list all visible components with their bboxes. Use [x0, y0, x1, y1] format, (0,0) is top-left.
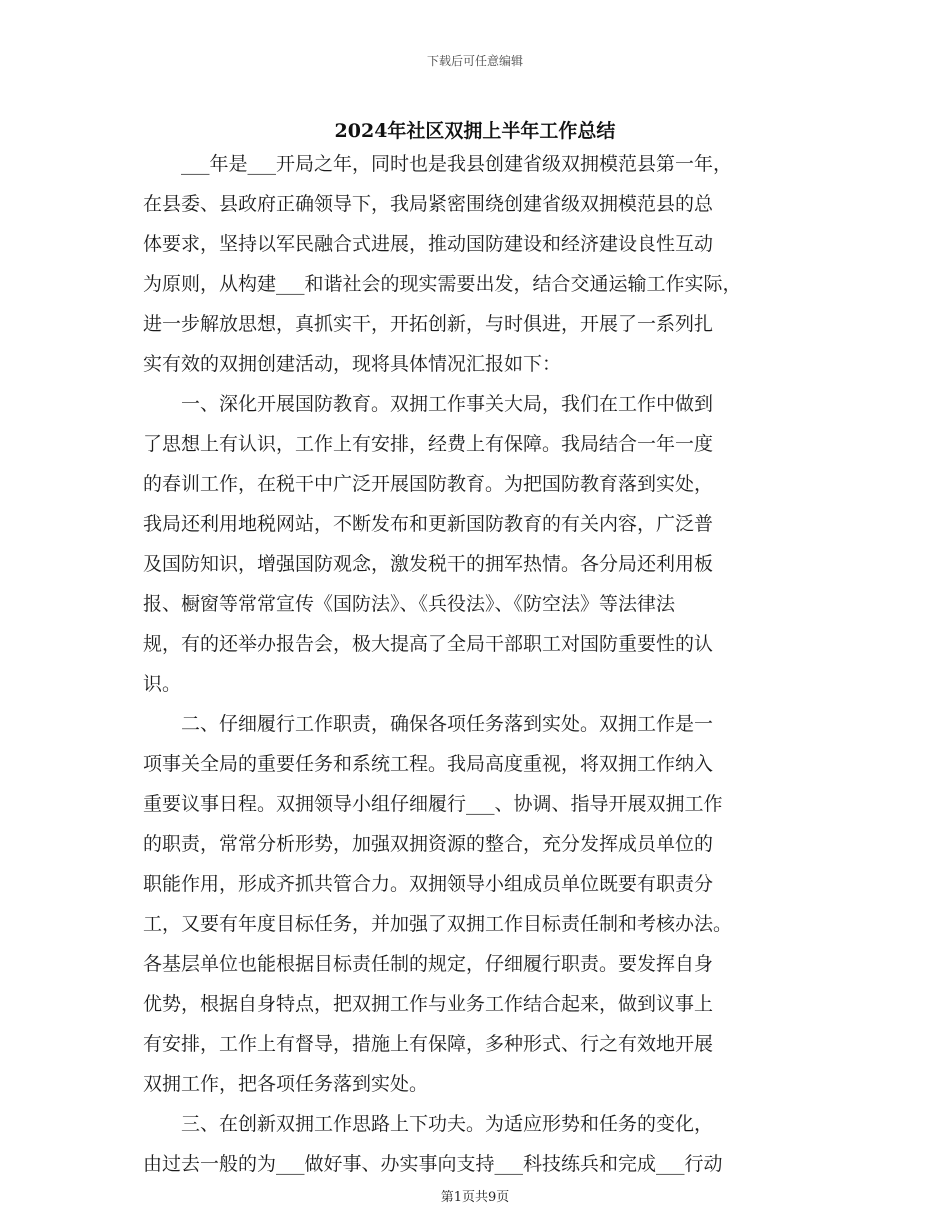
body-line: 项事关全局的重要任务和系统工程。我局高度重视，将双拥工作纳入	[143, 753, 714, 775]
document-title: 2024年社区双拥上半年工作总结	[334, 120, 616, 142]
body-line: 进一步解放思想，真抓实干，开拓创新，与时俱进，开展了一系列扎	[143, 313, 714, 335]
body-line: 我局还利用地税网站，不断发布和更新国防教育的有关内容，广泛普	[143, 513, 714, 535]
body-line: 有安排，工作上有督导，措施上有保障，多种形式、行之有效地开展	[143, 1033, 714, 1055]
body-line: 由过去一般的为___做好事、办实事向支持___科技练兵和完成___行动	[143, 1153, 723, 1175]
body-line: 体要求，坚持以军民融合式进展，推动国防建设和经济建设良性互动	[143, 233, 714, 255]
body-line: 职能作用，形成齐抓共管合力。双拥领导小组成员单位既要有职责分	[143, 873, 714, 895]
body-line: 的职责，常常分析形势，加强双拥资源的整合，充分发挥成员单位的	[143, 833, 714, 855]
body-line: 二、仔细履行工作职责，确保各项任务落到实处。双拥工作是一	[143, 713, 714, 735]
body-line: 工，又要有年度目标任务，并加强了双拥工作目标责任制和考核办法。	[143, 913, 733, 935]
body-line: 各基层单位也能根据目标责任制的规定，仔细履行职责。要发挥自身	[143, 953, 714, 975]
body-line: 重要议事日程。双拥领导小组仔细履行___、协调、指导开展双拥工作	[143, 793, 723, 815]
body-line: 的春训工作，在税干中广泛开展国防教育。为把国防教育落到实处，	[143, 473, 714, 495]
page-header-note: 下载后可任意编辑	[426, 54, 523, 68]
page-number-footer: 第1页共9页	[440, 1190, 510, 1205]
body-line: 识。	[143, 673, 182, 695]
body-line: 报、橱窗等常常宣传《国防法》、《兵役法》、《防空法》等法律法	[143, 593, 676, 615]
body-line: 了思想上有认识，工作上有安排，经费上有保障。我局结合一年一度	[143, 433, 714, 455]
body-line: 双拥工作，把各项任务落到实处。	[143, 1073, 429, 1095]
body-line: 为原则，从构建___和谐社会的现实需要出发，结合交通运输工作实际，	[143, 273, 742, 295]
body-line: ___年是___开局之年，同时也是我县创建省级双拥模范县第一年，	[143, 153, 733, 175]
body-line: 实有效的双拥创建活动，现将具体情况汇报如下：	[143, 353, 562, 375]
body-line: 优势，根据自身特点，把双拥工作与业务工作结合起来，做到议事上	[143, 993, 714, 1015]
body-line: 及国防知识，增强国防观念，激发税干的拥军热情。各分局还利用板	[143, 553, 714, 575]
body-line: 规，有的还举办报告会，极大提高了全局干部职工对国防重要性的认	[143, 633, 714, 655]
body-line: 在县委、县政府正确领导下，我局紧密围绕创建省级双拥模范县的总	[143, 193, 714, 215]
body-line: 一、深化开展国防教育。双拥工作事关大局，我们在工作中做到	[143, 393, 714, 415]
body-line: 三、在创新双拥工作思路上下功夫。为适应形势和任务的变化，	[143, 1113, 714, 1135]
